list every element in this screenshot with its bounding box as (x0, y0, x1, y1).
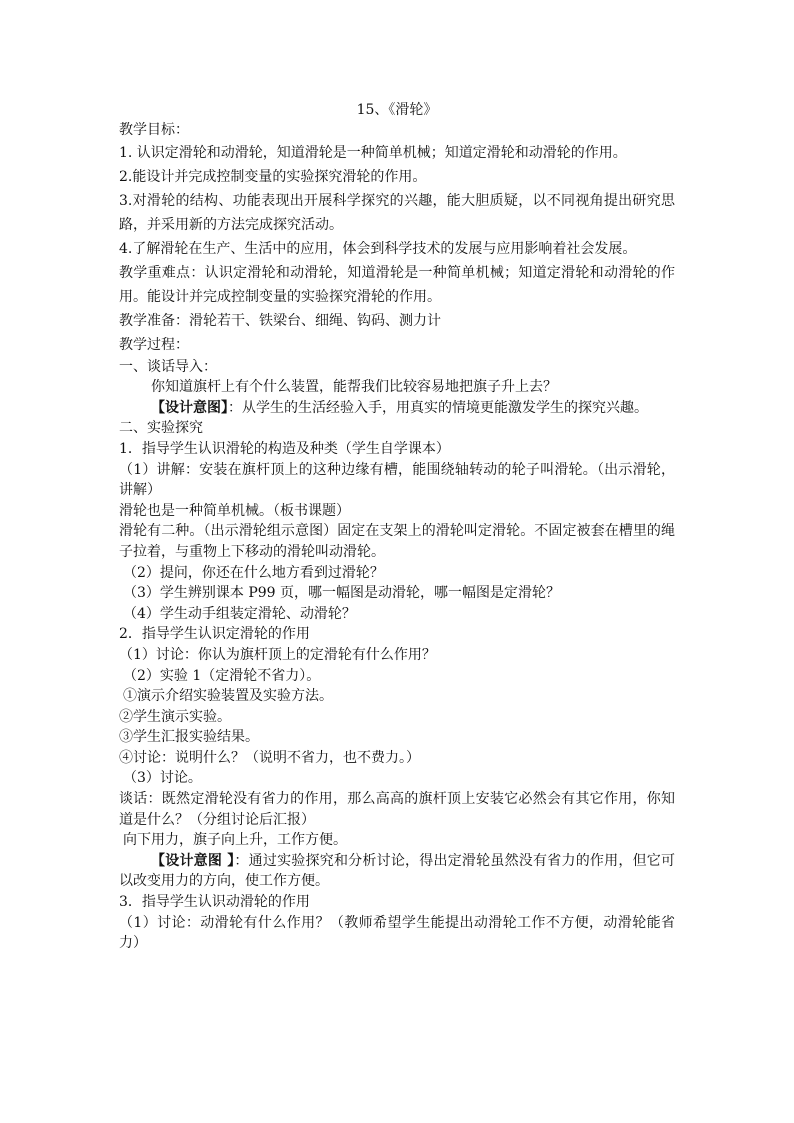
step-1-heading: 1．指导学生认识滑轮的构造及种类（学生自学课本） (119, 440, 450, 457)
design-intent-1 (119, 398, 675, 419)
step-2-discuss-3: （3）讨论。 (123, 770, 202, 787)
design-intent-2 (119, 851, 675, 892)
step-2-heading: 2．指导学生认识定滑轮的作用 (119, 626, 310, 643)
step-2-sub-4: ④讨论：说明什么？（说明不省力，也不费力。） (119, 749, 420, 766)
section-experiment-heading: 二、实验探究 (119, 420, 203, 437)
step-2-experiment: （2）实验 1（定滑轮不省力）。 (123, 667, 321, 684)
step-2-sub-2: ②学生演示实验。 (119, 708, 231, 725)
step-3-heading: 3．指导学生认识动滑轮的作用 (119, 894, 310, 911)
step-2-sub-1: ①演示介绍实验装置及实验方法。 (123, 688, 333, 705)
design-intent-text: ：通过实验探究和分析讨论，得出定滑轮虽然没有省力的作用，但它可以改变用力的方向，使工作方便。 (119, 852, 676, 890)
intro-question: 你知道旗杆上有个什么装置，能帮我们比较容易地把旗子升上去？ (151, 379, 557, 396)
step-1-question-2: （2）提问，你还在什么地方看到过滑轮？ (123, 564, 384, 581)
step-1-board: 滑轮也是一种简单机械。（板书课题） (119, 502, 350, 519)
objective-2: 2.能设计并完成控制变量的实验探究滑轮的作用。 (119, 168, 427, 185)
step-3-discuss: （1）讨论：动滑轮有什么作用？（教师希望学生能提出动滑轮工作不方便，动滑轮能省力） (119, 914, 675, 952)
section-heading-objectives: 教学目标： (119, 122, 189, 138)
design-intent-label: 【设计意图】 (151, 399, 228, 416)
design-intent-label: 【设计意图 】 (151, 852, 235, 869)
step-1-types: 滑轮有二种。（出示滑轮组示意图）固定在支架上的滑轮叫定滑轮。不固定被套在槽里的绳子拉着，与重物上下移动的滑轮叫动滑轮。 (119, 523, 675, 560)
step-2-sub-3: ③学生汇报实验结果。 (119, 729, 259, 746)
key-points: 教学重难点：认识定滑轮和动滑轮，知道滑轮是一种简单机械；知道定滑轮和动滑轮的作用。能设计并完成控制变量的实验探究滑轮的作用。 (119, 264, 675, 305)
objective-4: 4.了解滑轮在生产、生活中的应用，体会到科学技术的发展与应用影响着社会发展。 (119, 240, 637, 257)
design-intent-text: ：从学生的生活经验入手，用真实的情境更能激发学生的探究兴趣。 (228, 399, 648, 416)
section-heading-process: 教学过程： (119, 336, 189, 353)
objective-3: 3.对滑轮的结构、功能表现出开展科学探究的兴趣，能大胆质疑，以不同视角提出研究思路，并采用新的方法完成探究活动。 (119, 192, 675, 233)
step-2-talk: 谈话：既然定滑轮没有省力的作用，那么高高的旗杆顶上安装它必然会有其它作用，你知道是什么？（分组讨论后汇报） (119, 791, 675, 828)
preparation: 教学准备：滑轮若干、铁梁台、细绳、钩码、测力计 (119, 312, 441, 329)
step-1-explain: （1）讲解：安装在旗杆顶上的这种边缘有槽，能围绕轴转动的轮子叫滑轮。（出示滑轮，讲解） (119, 461, 675, 499)
step-2-discuss: （1）讨论：你认为旗杆顶上的定滑轮有什么作用？ (119, 646, 436, 663)
step-2-answer: 向下用力，旗子向上升，工作方便。 (123, 832, 347, 849)
objective-1: 1. 认识定滑轮和动滑轮，知道滑轮是一种简单机械；知道定滑轮和动滑轮的作用。 (119, 144, 627, 161)
section-intro-heading: 一、谈话导入： (119, 358, 217, 375)
document-page (119, 100, 675, 954)
step-1-question-3: （3）学生辨别课本 P99 页，哪一幅图是动滑轮，哪一幅图是定滑轮？ (123, 585, 561, 602)
document-title: 15、《滑轮》 (356, 102, 438, 118)
step-1-question-4: （4）学生动手组装定滑轮、动滑轮？ (123, 605, 356, 622)
